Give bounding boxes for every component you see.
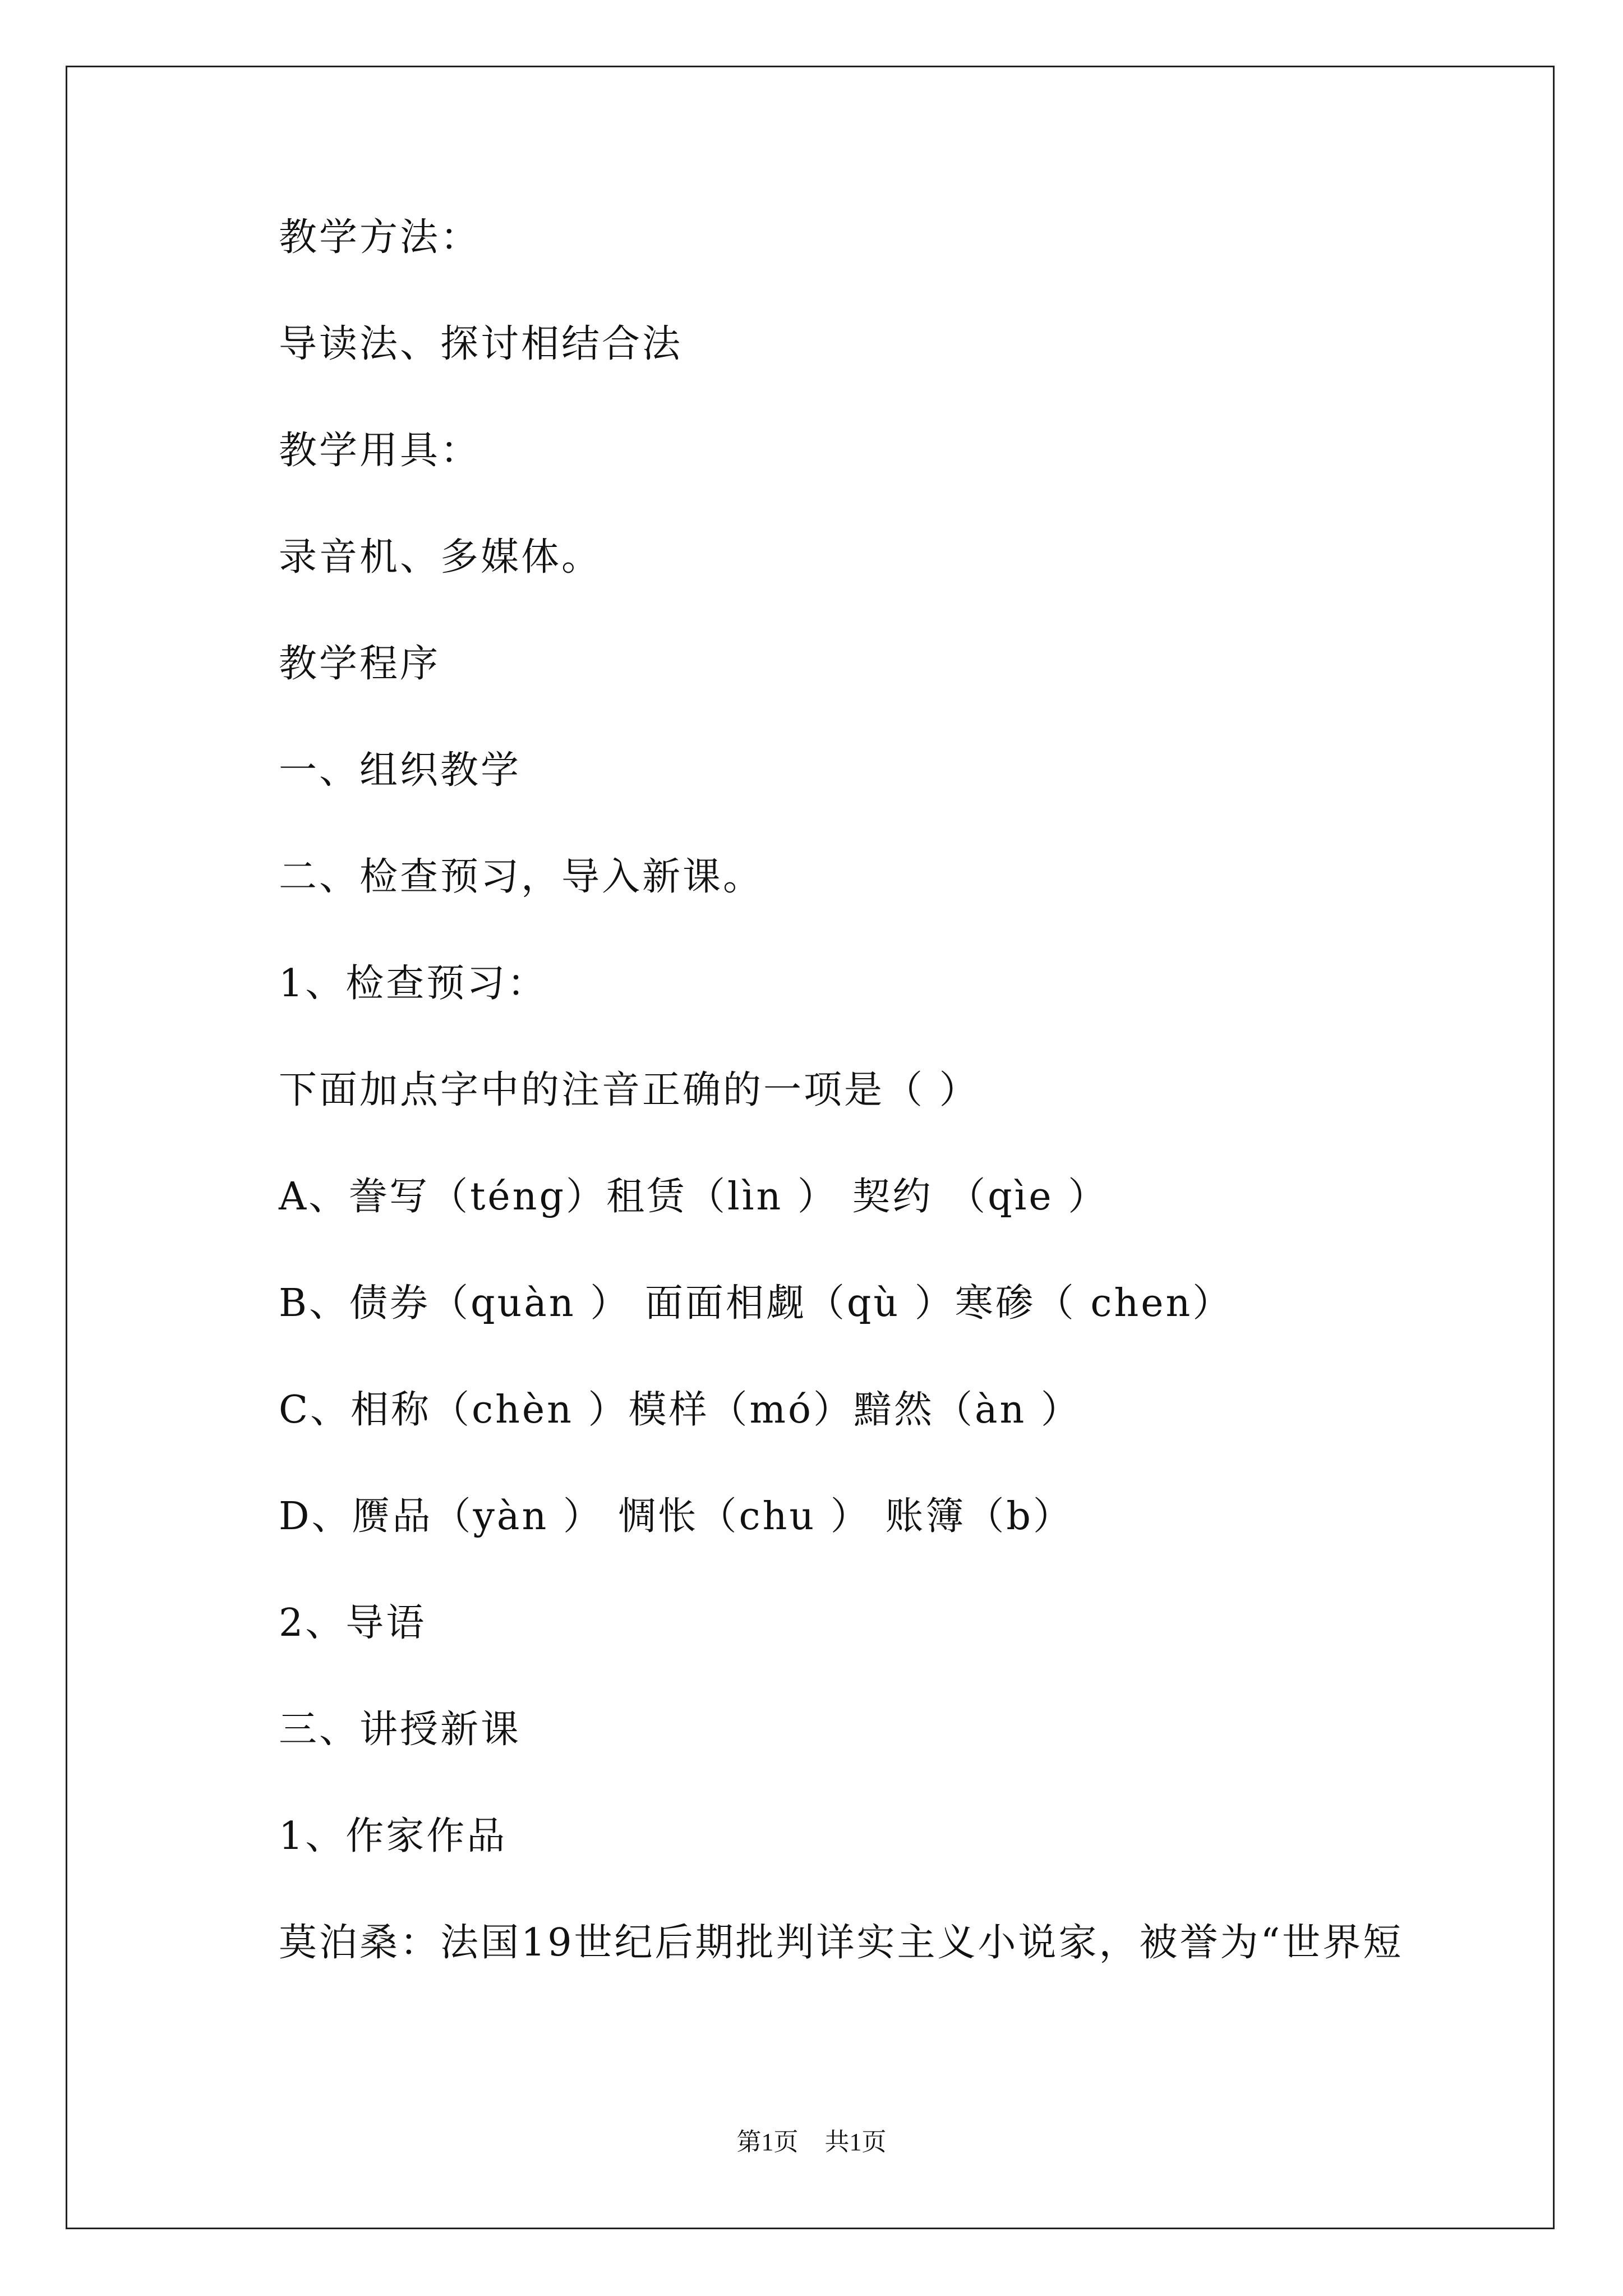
paragraph-text: 导读法、探讨相结合法 [279,322,683,366]
option-a: A、誊写（téng）租赁（lìn ） 契约 （qìe ） [279,1175,1109,1219]
section-heading-teaching-procedure: 教学程序 [279,642,441,686]
list-item: 二、检查预习，导入新课。 [279,855,764,899]
list-item: 一、组织教学 [279,748,522,793]
list-item: 2、导语 [279,1601,427,1645]
section-heading-teaching-method: 教学方法： [279,215,481,260]
option-b: B、债券（quàn ） 面面相觑（qù ）寒碜（ chen） [279,1281,1233,1326]
page-footer [0,2129,1623,2156]
question-stem: 下面加点字中的注音正确的一项是（ ） [279,1068,980,1112]
list-item: 三、讲授新课 [279,1708,522,1752]
section-heading-teaching-tools: 教学用具： [279,429,481,473]
paragraph-text: 录音机、多媒体。 [279,535,602,579]
list-item: 1、作家作品 [279,1814,508,1858]
paragraph-text: 莫泊桑：法国19世纪后期批判详实主义小说家，被誉为“世界短 [279,1921,1404,1965]
option-c: C、相称（chèn ）模样（mó）黯然（àn ） [279,1388,1081,1432]
list-item: 1、检查预习： [279,961,548,1006]
page-number: 第1页 [736,2128,799,2156]
document-body [279,215,1468,2031]
page-total: 共1页 [824,2128,887,2156]
option-d: D、赝品（yàn ） 惆怅（chu ） 账簿（b） [279,1494,1073,1539]
